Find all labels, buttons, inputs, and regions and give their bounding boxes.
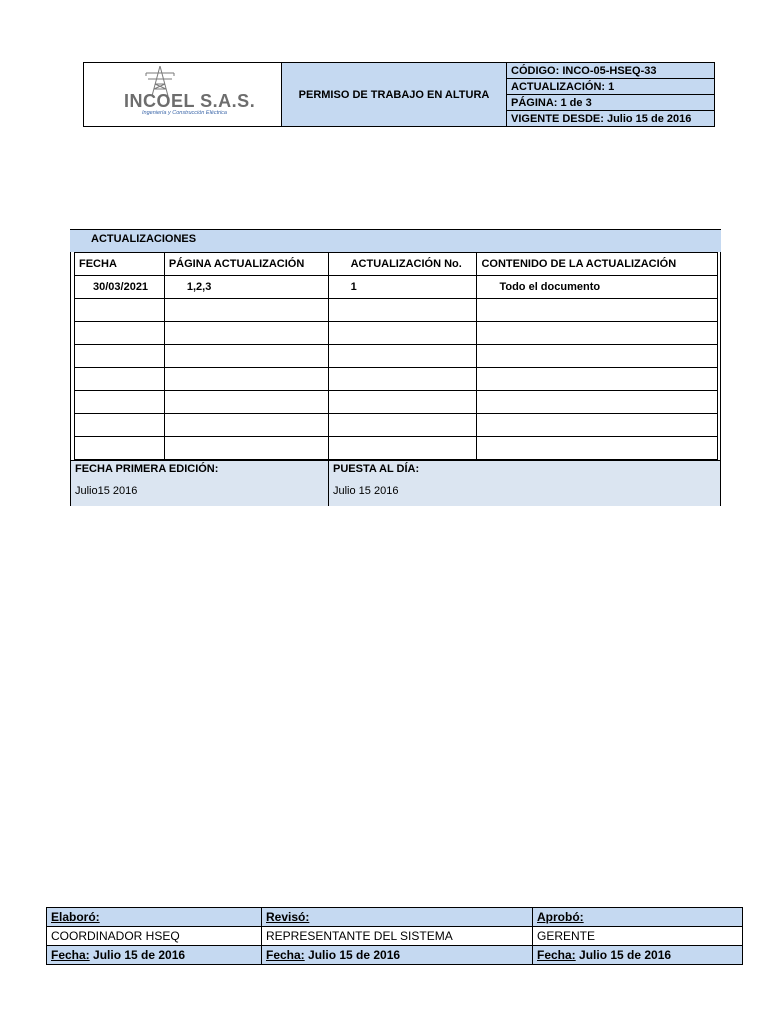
- approval-table: [46, 907, 743, 965]
- cell-revision: [328, 345, 477, 368]
- cell-revision: [328, 299, 477, 322]
- approved-by-heading: Aprobó:: [533, 908, 743, 927]
- logo-wordmark: INCOEL S.A.S.: [124, 91, 256, 111]
- cell-date: [75, 322, 165, 345]
- cell-content: [477, 414, 718, 437]
- document-valid-from: VIGENTE DESDE: Julio 15 de 2016: [507, 111, 715, 127]
- first-edition-value: Julio15 2016: [75, 485, 138, 497]
- updates-section: [70, 229, 721, 506]
- cell-content: [477, 322, 718, 345]
- cell-content: [477, 437, 718, 460]
- logo-tagline: Ingeniería y Construcción Eléctrica: [142, 110, 227, 116]
- table-row: [75, 368, 718, 391]
- cell-date: [75, 391, 165, 414]
- cell-date: [75, 368, 165, 391]
- cell-revision: [328, 322, 477, 345]
- document-revision: ACTUALIZACIÓN: 1: [507, 79, 715, 95]
- updates-header-row: [75, 253, 718, 276]
- updated-block: [329, 461, 720, 506]
- cell-date: 30/03/2021: [75, 276, 165, 299]
- cell-revision: [328, 368, 477, 391]
- updates-body: [70, 252, 721, 506]
- cell-content: [477, 391, 718, 414]
- document-title: PERMISO DE TRABAJO EN ALTURA: [282, 63, 507, 127]
- prepared-by-role: COORDINADOR HSEQ: [47, 927, 262, 946]
- table-row: [75, 299, 718, 322]
- updated-value: Julio 15 2016: [333, 485, 399, 497]
- first-edition-block: [71, 461, 329, 506]
- cell-date: [75, 414, 165, 437]
- approval-heading-row: [47, 908, 743, 927]
- prepared-by-heading: Elaboró:: [47, 908, 262, 927]
- cell-revision: [328, 437, 477, 460]
- cell-page: [164, 322, 328, 345]
- table-row: [75, 391, 718, 414]
- prepared-by-date: Fecha: Julio 15 de 2016: [47, 946, 262, 965]
- column-header-content: CONTENIDO DE LA ACTUALIZACIÓN: [477, 253, 718, 276]
- cell-page: [164, 391, 328, 414]
- column-header-date: FECHA: [75, 253, 165, 276]
- cell-date: [75, 437, 165, 460]
- cell-page: [164, 414, 328, 437]
- updates-table: [74, 252, 718, 460]
- edition-footer: [71, 460, 720, 506]
- reviewed-by-role: REPRESENTANTE DEL SISTEMA: [262, 927, 533, 946]
- cell-page: [164, 437, 328, 460]
- cell-content: Todo el documento: [477, 276, 718, 299]
- approval-date-row: [47, 946, 743, 965]
- logo-cell: [84, 63, 282, 127]
- document-header: [83, 62, 715, 127]
- reviewed-by-heading: Revisó:: [262, 908, 533, 927]
- column-header-page: PÁGINA ACTUALIZACIÓN: [164, 253, 328, 276]
- cell-content: [477, 368, 718, 391]
- table-row: [75, 322, 718, 345]
- document-page: PÁGINA: 1 de 3: [507, 95, 715, 111]
- cell-date: [75, 345, 165, 368]
- cell-content: [477, 299, 718, 322]
- table-row: [75, 437, 718, 460]
- updates-title: ACTUALIZACIONES: [91, 233, 197, 245]
- table-row: [75, 276, 718, 299]
- approved-by-role: GERENTE: [533, 927, 743, 946]
- cell-content: [477, 345, 718, 368]
- cell-date: [75, 299, 165, 322]
- updated-label: PUESTA AL DÍA:: [333, 463, 420, 475]
- cell-revision: 1: [328, 276, 477, 299]
- column-header-revision: ACTUALIZACIÓN No.: [328, 253, 477, 276]
- approved-by-date: Fecha: Julio 15 de 2016: [533, 946, 743, 965]
- table-row: [75, 345, 718, 368]
- cell-page: [164, 299, 328, 322]
- updates-title-bar: [70, 229, 721, 252]
- table-row: [75, 414, 718, 437]
- approval-role-row: [47, 927, 743, 946]
- cell-page: 1,2,3: [164, 276, 328, 299]
- first-edition-label: FECHA PRIMERA EDICIÓN:: [75, 463, 219, 475]
- company-logo: [84, 63, 281, 126]
- cell-revision: [328, 414, 477, 437]
- document-code: CÓDIGO: INCO-05-HSEQ-33: [507, 63, 715, 79]
- cell-page: [164, 368, 328, 391]
- cell-revision: [328, 391, 477, 414]
- reviewed-by-date: Fecha: Julio 15 de 2016: [262, 946, 533, 965]
- cell-page: [164, 345, 328, 368]
